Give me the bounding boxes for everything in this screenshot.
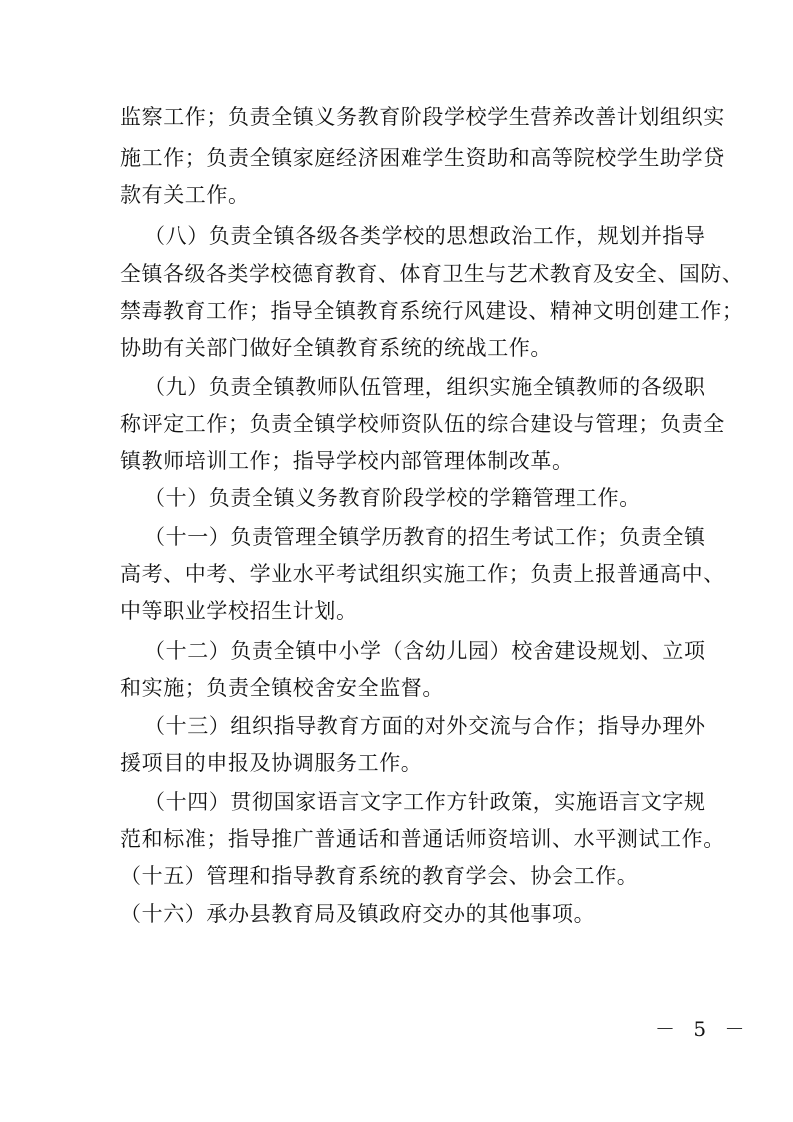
text-line: 禁毒教育工作；指导全镇教育系统行风建设、精神文明创建工作； [120,299,744,323]
paragraph-9-start: （九）负责全镇教师队伍管理，组织实施全镇教师的各级职 [144,375,706,399]
text-line: 称评定工作；负责全镇学校师资队伍的综合建设与管理；负责全 [120,412,725,436]
paragraph-16: （十六）承办县教育局及镇政府交办的其他事项。 [120,902,596,926]
paragraph-10: （十）负责全镇义务教育阶段学校的学籍管理工作。 [144,486,641,510]
text-line: 全镇各级各类学校德育教育、体育卫生与艺术教育及安全、国防、 [120,262,744,286]
text-line: 范和标准；指导推广普通话和普通话师资培训、水平测试工作。 [120,827,725,851]
text-line: 协助有关部门做好全镇教育系统的统战工作。 [120,336,552,360]
paragraph-15: （十五）管理和指导教育系统的教育学会、协会工作。 [120,864,639,888]
paragraph-8-start: （八）负责全镇各级各类学校的思想政治工作，规划并指导 [144,224,706,248]
text-line: 中等职业学校招生计划。 [120,599,358,623]
text-line: 款有关工作。 [120,183,250,207]
paragraph-14-start: （十四）贯彻国家语言文字工作方针政策，实施语言文字规 [144,790,706,814]
text-line: 镇教师培训工作；指导学校内部管理体制改革。 [120,449,574,473]
paragraph-13-start: （十三）组织指导教育方面的对外交流与合作；指导办理外 [144,714,706,738]
text-line: 和实施；负责全镇校舍安全监督。 [120,676,444,700]
text-line: 监察工作；负责全镇义务教育阶段学校学生营养改善计划组织实 [120,105,725,129]
text-line: 援项目的申报及协调服务工作。 [120,751,423,775]
paragraph-12-start: （十二）负责全镇中小学（含幼儿园）校舍建设规划、立项 [144,639,706,663]
text-line: 施工作；负责全镇家庭经济困难学生资助和高等院校学生助学贷 [120,146,725,170]
paragraph-11-start: （十一）负责管理全镇学历教育的招生考试工作；负责全镇 [144,525,706,549]
text-line: 高考、中考、学业水平考试组织实施工作；负责上报普通高中、 [120,562,725,586]
page-number: － 5 － [655,1017,751,1041]
